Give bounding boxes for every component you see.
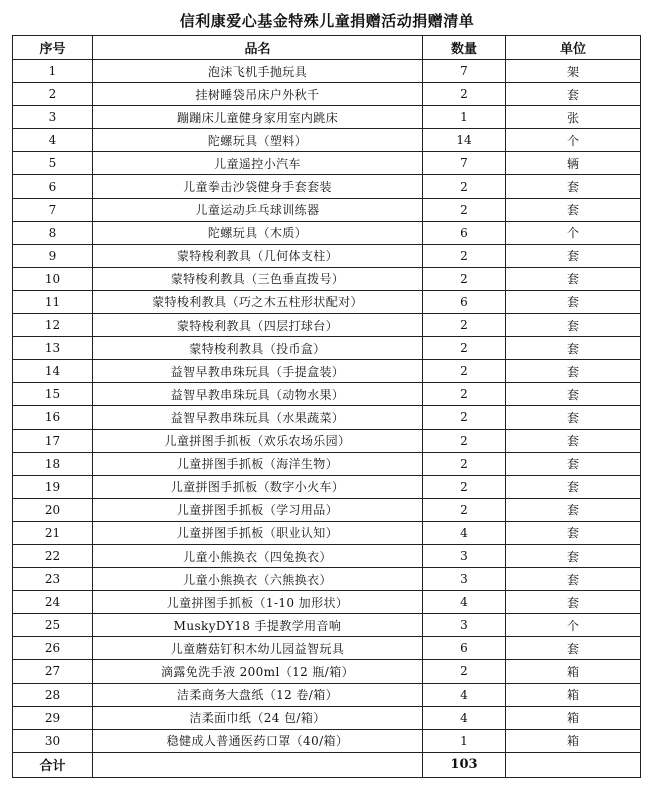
row-unit: 架 [506, 60, 641, 83]
table-row [13, 706, 641, 729]
row-name: 益智早教串珠玩具（手提盒装） [93, 360, 423, 383]
row-unit: 套 [506, 175, 641, 198]
row-name: 陀螺玩具（木质） [93, 221, 423, 244]
row-unit: 套 [506, 498, 641, 521]
table-row [13, 521, 641, 544]
row-name: 滴露免洗手液 200ml（12 瓶/箱） [93, 660, 423, 683]
row-index: 5 [13, 152, 93, 175]
row-index: 4 [13, 129, 93, 152]
donation-table [12, 35, 641, 778]
row-index: 30 [13, 729, 93, 752]
row-qty: 2 [423, 429, 506, 452]
table-row [13, 429, 641, 452]
row-unit: 套 [506, 568, 641, 591]
row-name: 儿童拳击沙袋健身手套套装 [93, 175, 423, 198]
row-unit: 套 [506, 429, 641, 452]
row-name: 蒙特梭利教具（三色垂直拨号） [93, 267, 423, 290]
table-row [13, 290, 641, 313]
row-qty: 7 [423, 60, 506, 83]
row-unit: 套 [506, 267, 641, 290]
row-index: 8 [13, 221, 93, 244]
header-name: 品名 [93, 36, 423, 60]
row-name: 儿童拼图手抓板（职业认知） [93, 521, 423, 544]
row-unit: 套 [506, 244, 641, 267]
row-name: 儿童遥控小汽车 [93, 152, 423, 175]
total-row [13, 752, 641, 777]
table-row [13, 198, 641, 221]
table-row [13, 60, 641, 83]
table-row [13, 244, 641, 267]
row-index: 28 [13, 683, 93, 706]
row-unit: 套 [506, 475, 641, 498]
table-row [13, 360, 641, 383]
table-row [13, 660, 641, 683]
row-name: 蒙特梭利教具（投币盒） [93, 337, 423, 360]
row-qty: 2 [423, 83, 506, 106]
row-qty: 2 [423, 360, 506, 383]
row-unit: 套 [506, 383, 641, 406]
row-index: 20 [13, 498, 93, 521]
row-unit: 套 [506, 83, 641, 106]
row-index: 7 [13, 198, 93, 221]
row-name: 蒙特梭利教具（四层打球台） [93, 314, 423, 337]
row-qty: 1 [423, 729, 506, 752]
row-unit: 箱 [506, 729, 641, 752]
row-qty: 2 [423, 383, 506, 406]
row-name: 儿童运动乒乓球训练器 [93, 198, 423, 221]
row-index: 26 [13, 637, 93, 660]
row-index: 11 [13, 290, 93, 313]
row-name: 儿童拼图手抓板（海洋生物） [93, 452, 423, 475]
row-unit: 套 [506, 360, 641, 383]
table-row [13, 314, 641, 337]
row-index: 15 [13, 383, 93, 406]
row-unit: 箱 [506, 683, 641, 706]
row-name: 儿童拼图手抓板（学习用品） [93, 498, 423, 521]
row-qty: 2 [423, 660, 506, 683]
document-title: 信利康爱心基金特殊儿童捐赠活动捐赠清单 [179, 12, 475, 30]
row-name: 陀螺玩具（塑料） [93, 129, 423, 152]
row-index: 14 [13, 360, 93, 383]
table-row [13, 452, 641, 475]
row-qty: 2 [423, 452, 506, 475]
row-index: 6 [13, 175, 93, 198]
table-row [13, 152, 641, 175]
row-qty: 2 [423, 314, 506, 337]
table-row [13, 637, 641, 660]
row-index: 22 [13, 544, 93, 567]
table-row [13, 175, 641, 198]
row-name: 稳健成人普通医药口罩（40/箱） [93, 729, 423, 752]
row-name: MuskyDY18 手提教学用音响 [93, 614, 423, 637]
row-name: 儿童小熊换衣（六熊换衣） [93, 568, 423, 591]
row-name: 益智早教串珠玩具（动物水果） [93, 383, 423, 406]
row-name: 儿童小熊换衣（四兔换衣） [93, 544, 423, 567]
row-qty: 4 [423, 706, 506, 729]
row-qty: 14 [423, 129, 506, 152]
row-unit: 套 [506, 198, 641, 221]
row-index: 18 [13, 452, 93, 475]
table-row [13, 498, 641, 521]
table-row [13, 383, 641, 406]
total-unit-empty [506, 752, 641, 777]
row-unit: 个 [506, 614, 641, 637]
header-unit: 单位 [506, 36, 641, 60]
row-qty: 2 [423, 267, 506, 290]
row-index: 25 [13, 614, 93, 637]
row-qty: 7 [423, 152, 506, 175]
row-name: 儿童拼图手抓板（1-10 加形状） [93, 591, 423, 614]
row-unit: 个 [506, 221, 641, 244]
table-row [13, 106, 641, 129]
row-qty: 2 [423, 498, 506, 521]
row-index: 1 [13, 60, 93, 83]
table-row [13, 406, 641, 429]
table-row [13, 591, 641, 614]
table-row [13, 614, 641, 637]
table-row [13, 221, 641, 244]
header-index: 序号 [13, 36, 93, 60]
row-name: 洁柔面巾纸（24 包/箱） [93, 706, 423, 729]
total-label: 合计 [13, 752, 93, 777]
row-index: 17 [13, 429, 93, 452]
row-unit: 套 [506, 591, 641, 614]
row-qty: 3 [423, 614, 506, 637]
row-qty: 2 [423, 406, 506, 429]
row-unit: 套 [506, 521, 641, 544]
row-unit: 套 [506, 290, 641, 313]
row-index: 29 [13, 706, 93, 729]
total-name-empty [93, 752, 423, 777]
row-unit: 套 [506, 337, 641, 360]
row-index: 19 [13, 475, 93, 498]
row-index: 24 [13, 591, 93, 614]
row-index: 27 [13, 660, 93, 683]
table-body [13, 60, 641, 753]
row-qty: 4 [423, 521, 506, 544]
row-unit: 套 [506, 406, 641, 429]
row-index: 12 [13, 314, 93, 337]
row-qty: 4 [423, 683, 506, 706]
row-qty: 3 [423, 544, 506, 567]
row-name: 儿童拼图手抓板（数字小火车） [93, 475, 423, 498]
row-unit: 套 [506, 314, 641, 337]
row-unit: 辆 [506, 152, 641, 175]
row-name: 儿童拼图手抓板（欢乐农场乐园） [93, 429, 423, 452]
header-qty: 数量 [423, 36, 506, 60]
row-unit: 箱 [506, 660, 641, 683]
row-name: 蒙特梭利教具（巧之木五柱形状配对） [93, 290, 423, 313]
row-qty: 3 [423, 568, 506, 591]
row-qty: 6 [423, 221, 506, 244]
row-qty: 2 [423, 175, 506, 198]
row-qty: 6 [423, 637, 506, 660]
row-unit: 张 [506, 106, 641, 129]
table-row [13, 337, 641, 360]
table-row [13, 129, 641, 152]
table-header-row [13, 36, 641, 60]
row-qty: 2 [423, 244, 506, 267]
row-index: 3 [13, 106, 93, 129]
row-qty: 6 [423, 290, 506, 313]
table-row [13, 729, 641, 752]
table-row [13, 267, 641, 290]
row-index: 2 [13, 83, 93, 106]
row-index: 13 [13, 337, 93, 360]
table-row [13, 683, 641, 706]
row-unit: 套 [506, 544, 641, 567]
row-unit: 套 [506, 452, 641, 475]
table-row [13, 83, 641, 106]
row-name: 蹦蹦床儿童健身家用室内跳床 [93, 106, 423, 129]
row-qty: 2 [423, 198, 506, 221]
row-index: 10 [13, 267, 93, 290]
row-qty: 2 [423, 337, 506, 360]
row-name: 儿童蘑菇钉积木幼儿园益智玩具 [93, 637, 423, 660]
row-qty: 2 [423, 475, 506, 498]
row-index: 23 [13, 568, 93, 591]
row-index: 16 [13, 406, 93, 429]
row-unit: 箱 [506, 706, 641, 729]
row-qty: 1 [423, 106, 506, 129]
row-name: 蒙特梭利教具（几何体支柱） [93, 244, 423, 267]
row-name: 益智早教串珠玩具（水果蔬菜） [93, 406, 423, 429]
row-name: 泡沫飞机手抛玩具 [93, 60, 423, 83]
row-unit: 套 [506, 637, 641, 660]
table-row [13, 475, 641, 498]
table-row [13, 544, 641, 567]
row-name: 洁柔商务大盘纸（12 卷/箱） [93, 683, 423, 706]
row-unit: 个 [506, 129, 641, 152]
table-row [13, 568, 641, 591]
row-name: 挂树睡袋吊床户外秋千 [93, 83, 423, 106]
row-qty: 4 [423, 591, 506, 614]
total-qty: 103 [423, 752, 506, 777]
row-index: 21 [13, 521, 93, 544]
row-index: 9 [13, 244, 93, 267]
